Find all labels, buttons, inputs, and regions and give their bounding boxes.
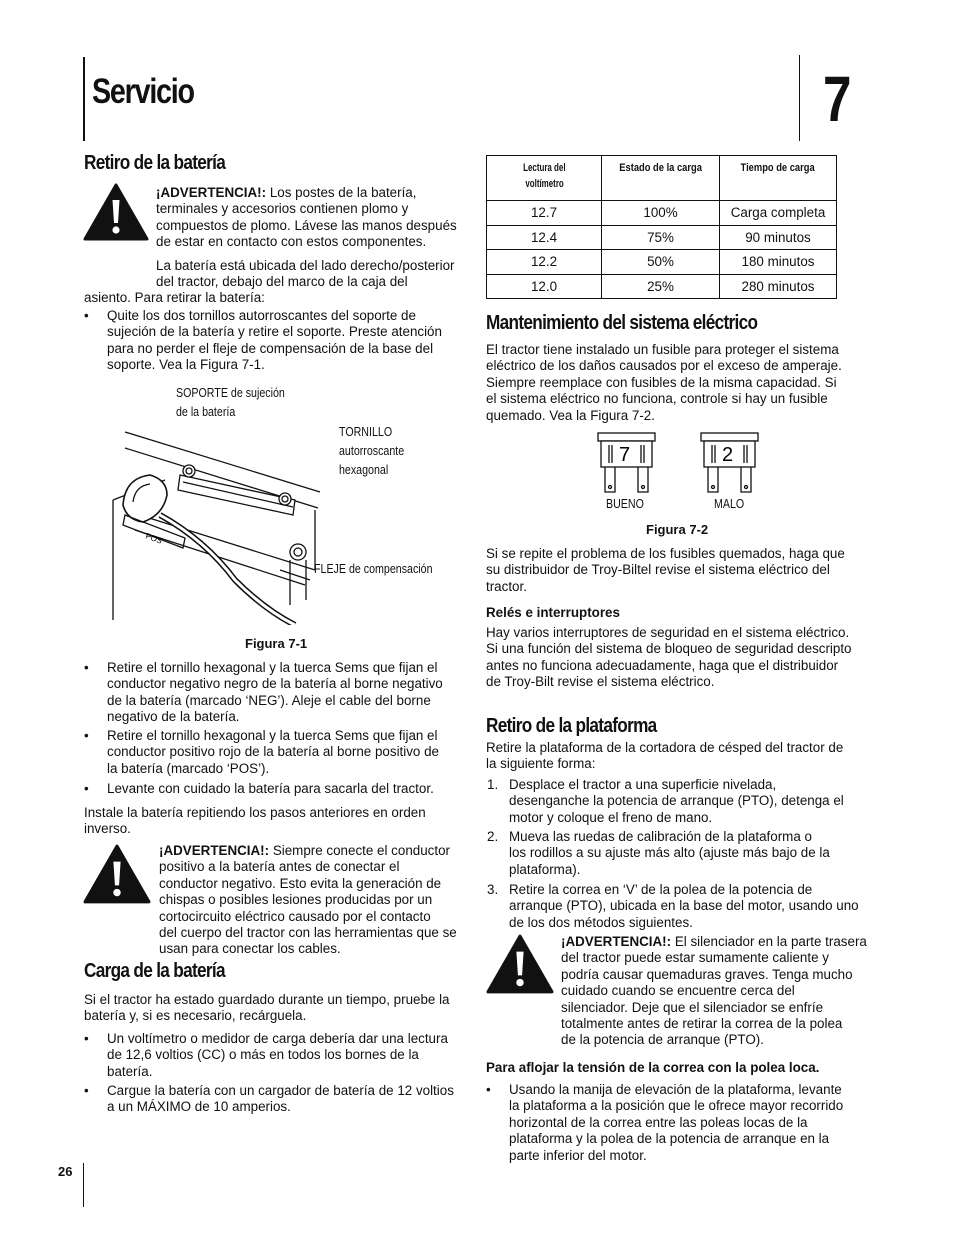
figure-label-bracket: SOPORTE de sujeción de la batería <box>176 385 285 419</box>
table-cell: 100% <box>602 201 720 226</box>
idler-bullet: • Usando la manija de elevación de la plataforma, levante la plataforma a la posición que le ofrece mayor recorrido horizontal de la correa entre las poleas locas de la plataforma y la polea de la potencia de arranque en la parte inferior del motor. <box>486 1082 844 1163</box>
chapter-rule <box>799 55 800 141</box>
removal-bullet-1: • Quite los dos tornillos autorroscantes del soporte de sujeción de la batería y retire el soporte. Preste atención para no perder el fleje de compensación de la base del soporte. Vea la Figura 7-1. <box>84 308 442 373</box>
charge-intro: Si el tractor ha estado guardado durante un tiempo, pruebe la batería y, si es necesario, recárguela. <box>84 992 450 1024</box>
table-header: Estado de la carga <box>602 156 720 201</box>
table-row <box>487 274 837 299</box>
charge-bullet-2: • Cargue la batería con un cargador de batería de 12 voltios a un MÁXIMO de 10 amperios. <box>84 1083 454 1115</box>
svg-text:2: 2 <box>722 444 734 466</box>
chapter-number: 7 <box>823 63 852 135</box>
fuse-repeat-text: Si se repite el problema de los fusibles quemados, haga que su distribuidor de Troy-Biltel revise el sistema eléctrico del tractor. <box>486 546 845 594</box>
charge-bullet-1: • Un voltímetro o medidor de carga debería dar una lectura de 12,6 voltios (CC) o más en todos los bornes de la batería. <box>84 1031 448 1079</box>
svg-text:7: 7 <box>619 444 631 466</box>
table-cell: 12.7 <box>487 201 602 226</box>
figure-7-1-caption: Figura 7-1 <box>245 636 308 651</box>
battery-intro-a: La batería está ubicada del lado derecho/posterior del tractor, debajo del marco de la caja del <box>156 258 455 290</box>
fuse-good-icon <box>597 432 657 494</box>
muffler-warning: ¡ADVERTENCIA!: El silenciador en la parte trasera del tractor puede estar sumamente caliente y podría causar quemaduras graves. Tenga mucho cuidado cuando se encuentre cerca del silenciador. Deje que el silenciador se enfríe totalmente antes de retirar la correa de la polea de la potencia de arranque (PTO). <box>561 934 867 1048</box>
deck-step-1: 1. Desplace el tractor a una superficie nivelada, desenganche la potencia de arranque (PTO), detenga el motor y coloque el freno de mano. <box>487 777 844 825</box>
fuse-bad-label: MALO <box>714 496 745 511</box>
table-header: Tiempo de carga <box>720 156 837 201</box>
figure-label-shim: FLEJE de compensación <box>314 561 433 576</box>
removal-bullet-4: • Levante con cuidado la batería para sacarla del tractor. <box>84 781 434 796</box>
page-number-rule <box>83 1163 84 1207</box>
removal-bullet-3: • Retire el tornillo hexagonal y la tuerca Sems que fijan el conductor positivo rojo de la batería al borne positivo de la batería (marcado ‘POS’). <box>84 728 439 776</box>
deck-intro: Retire la plataforma de la cortadora de césped del tractor de la siguiente forma: <box>486 740 844 772</box>
warning-icon <box>486 934 554 994</box>
table-row <box>487 250 837 275</box>
relays-heading: Relés e interruptores <box>486 605 620 620</box>
electrical-intro: El tractor tiene instalado un fusible para proteger el sistema eléctrico de los daños causados por el exceso de amperaje. Siempre reemplace con fusibles de la misma capacidad. Si el sistema eléctrico no funciona, controle si hay un fusible quemado. Vea la Figura 7-2. <box>486 342 842 423</box>
fuse-good-label: BUENO <box>606 496 644 511</box>
battery-warning: ¡ADVERTENCIA!: Los postes de la batería, terminales y accesorios contienen plomo y compuestos de plomo. Lávese las manos después de estar en contacto con estos componentes. <box>156 185 457 250</box>
battery-charge-heading: Carga de la batería <box>84 960 225 982</box>
table-cell: Carga completa <box>720 201 837 226</box>
relays-text: Hay varios interruptores de seguridad en el sistema eléctrico. Si una función del sistema de bloqueo de seguridad descripto antes no funciona adecuadamente, haga que el distribuidor de Troy-Bilt revise el sistema eléctrico. <box>486 625 852 690</box>
table-cell: 12.2 <box>487 250 602 275</box>
table-cell: 12.4 <box>487 225 602 250</box>
table-cell: 280 minutos <box>720 274 837 299</box>
idler-heading: Para aflojar la tensión de la correa con la polea loca. <box>486 1060 820 1075</box>
battery-removal-heading: Retiro de la batería <box>84 152 226 174</box>
table-header-row <box>487 156 837 201</box>
battery-intro-b: asiento. Para retirar la batería: <box>84 290 265 305</box>
table-cell: 25% <box>602 274 720 299</box>
table-cell: 180 minutos <box>720 250 837 275</box>
table-row <box>487 225 837 250</box>
deck-step-3: 3. Retire la correa en ‘V’ de la polea de la potencia de arranque (PTO), ubicada en la base del motor, usando uno de los dos métodos siguientes. <box>487 882 859 930</box>
page-number: 26 <box>58 1164 73 1179</box>
table-cell: 12.0 <box>487 274 602 299</box>
title-rule <box>83 57 85 141</box>
table-cell: 90 minutos <box>720 225 837 250</box>
figure-7-2-caption: Figura 7-2 <box>646 522 709 537</box>
table-cell: 50% <box>602 250 720 275</box>
charge-table <box>486 155 837 299</box>
removal-bullet-2: • Retire el tornillo hexagonal y la tuerca Sems que fijan el conductor negativo negro de la batería al borne negativo de la batería (marcado ‘NEG’). Aleje el cable del borne negativo de la batería. <box>84 660 443 725</box>
install-text: Instale la batería repitiendo los pasos anteriores en orden inverso. <box>84 805 426 837</box>
electrical-heading: Mantenimiento del sistema eléctrico <box>486 312 758 334</box>
pos-stamp: POS <box>144 531 164 546</box>
table-header: Lectura del voltímetro <box>487 156 602 201</box>
battery-figure <box>105 420 345 625</box>
figure-label-screw: TORNILLO autorroscante hexagonal <box>339 424 405 477</box>
warning-icon <box>83 844 151 904</box>
warning-icon <box>83 183 149 241</box>
page-title: Servicio <box>92 72 194 111</box>
deck-step-2: 2. Mueva las ruedas de calibración de la plataforma o los rodillos a su ajuste más alto (ajuste más bajo de la plataforma). <box>487 829 830 877</box>
deck-removal-heading: Retiro de la plataforma <box>486 715 657 737</box>
table-row <box>487 201 837 226</box>
fuse-bad-icon <box>700 432 760 494</box>
cable-warning: ¡ADVERTENCIA!: Siempre conecte el conductor positivo a la batería antes de conectar el conductor negativo. Esto evita la generación de chispas o posibles lesiones producidas por un cortocircuito eléctrico causado por el contacto del cuerpo del tractor con las herramientas que se usan para conectar los cables. <box>159 843 457 957</box>
table-cell: 75% <box>602 225 720 250</box>
